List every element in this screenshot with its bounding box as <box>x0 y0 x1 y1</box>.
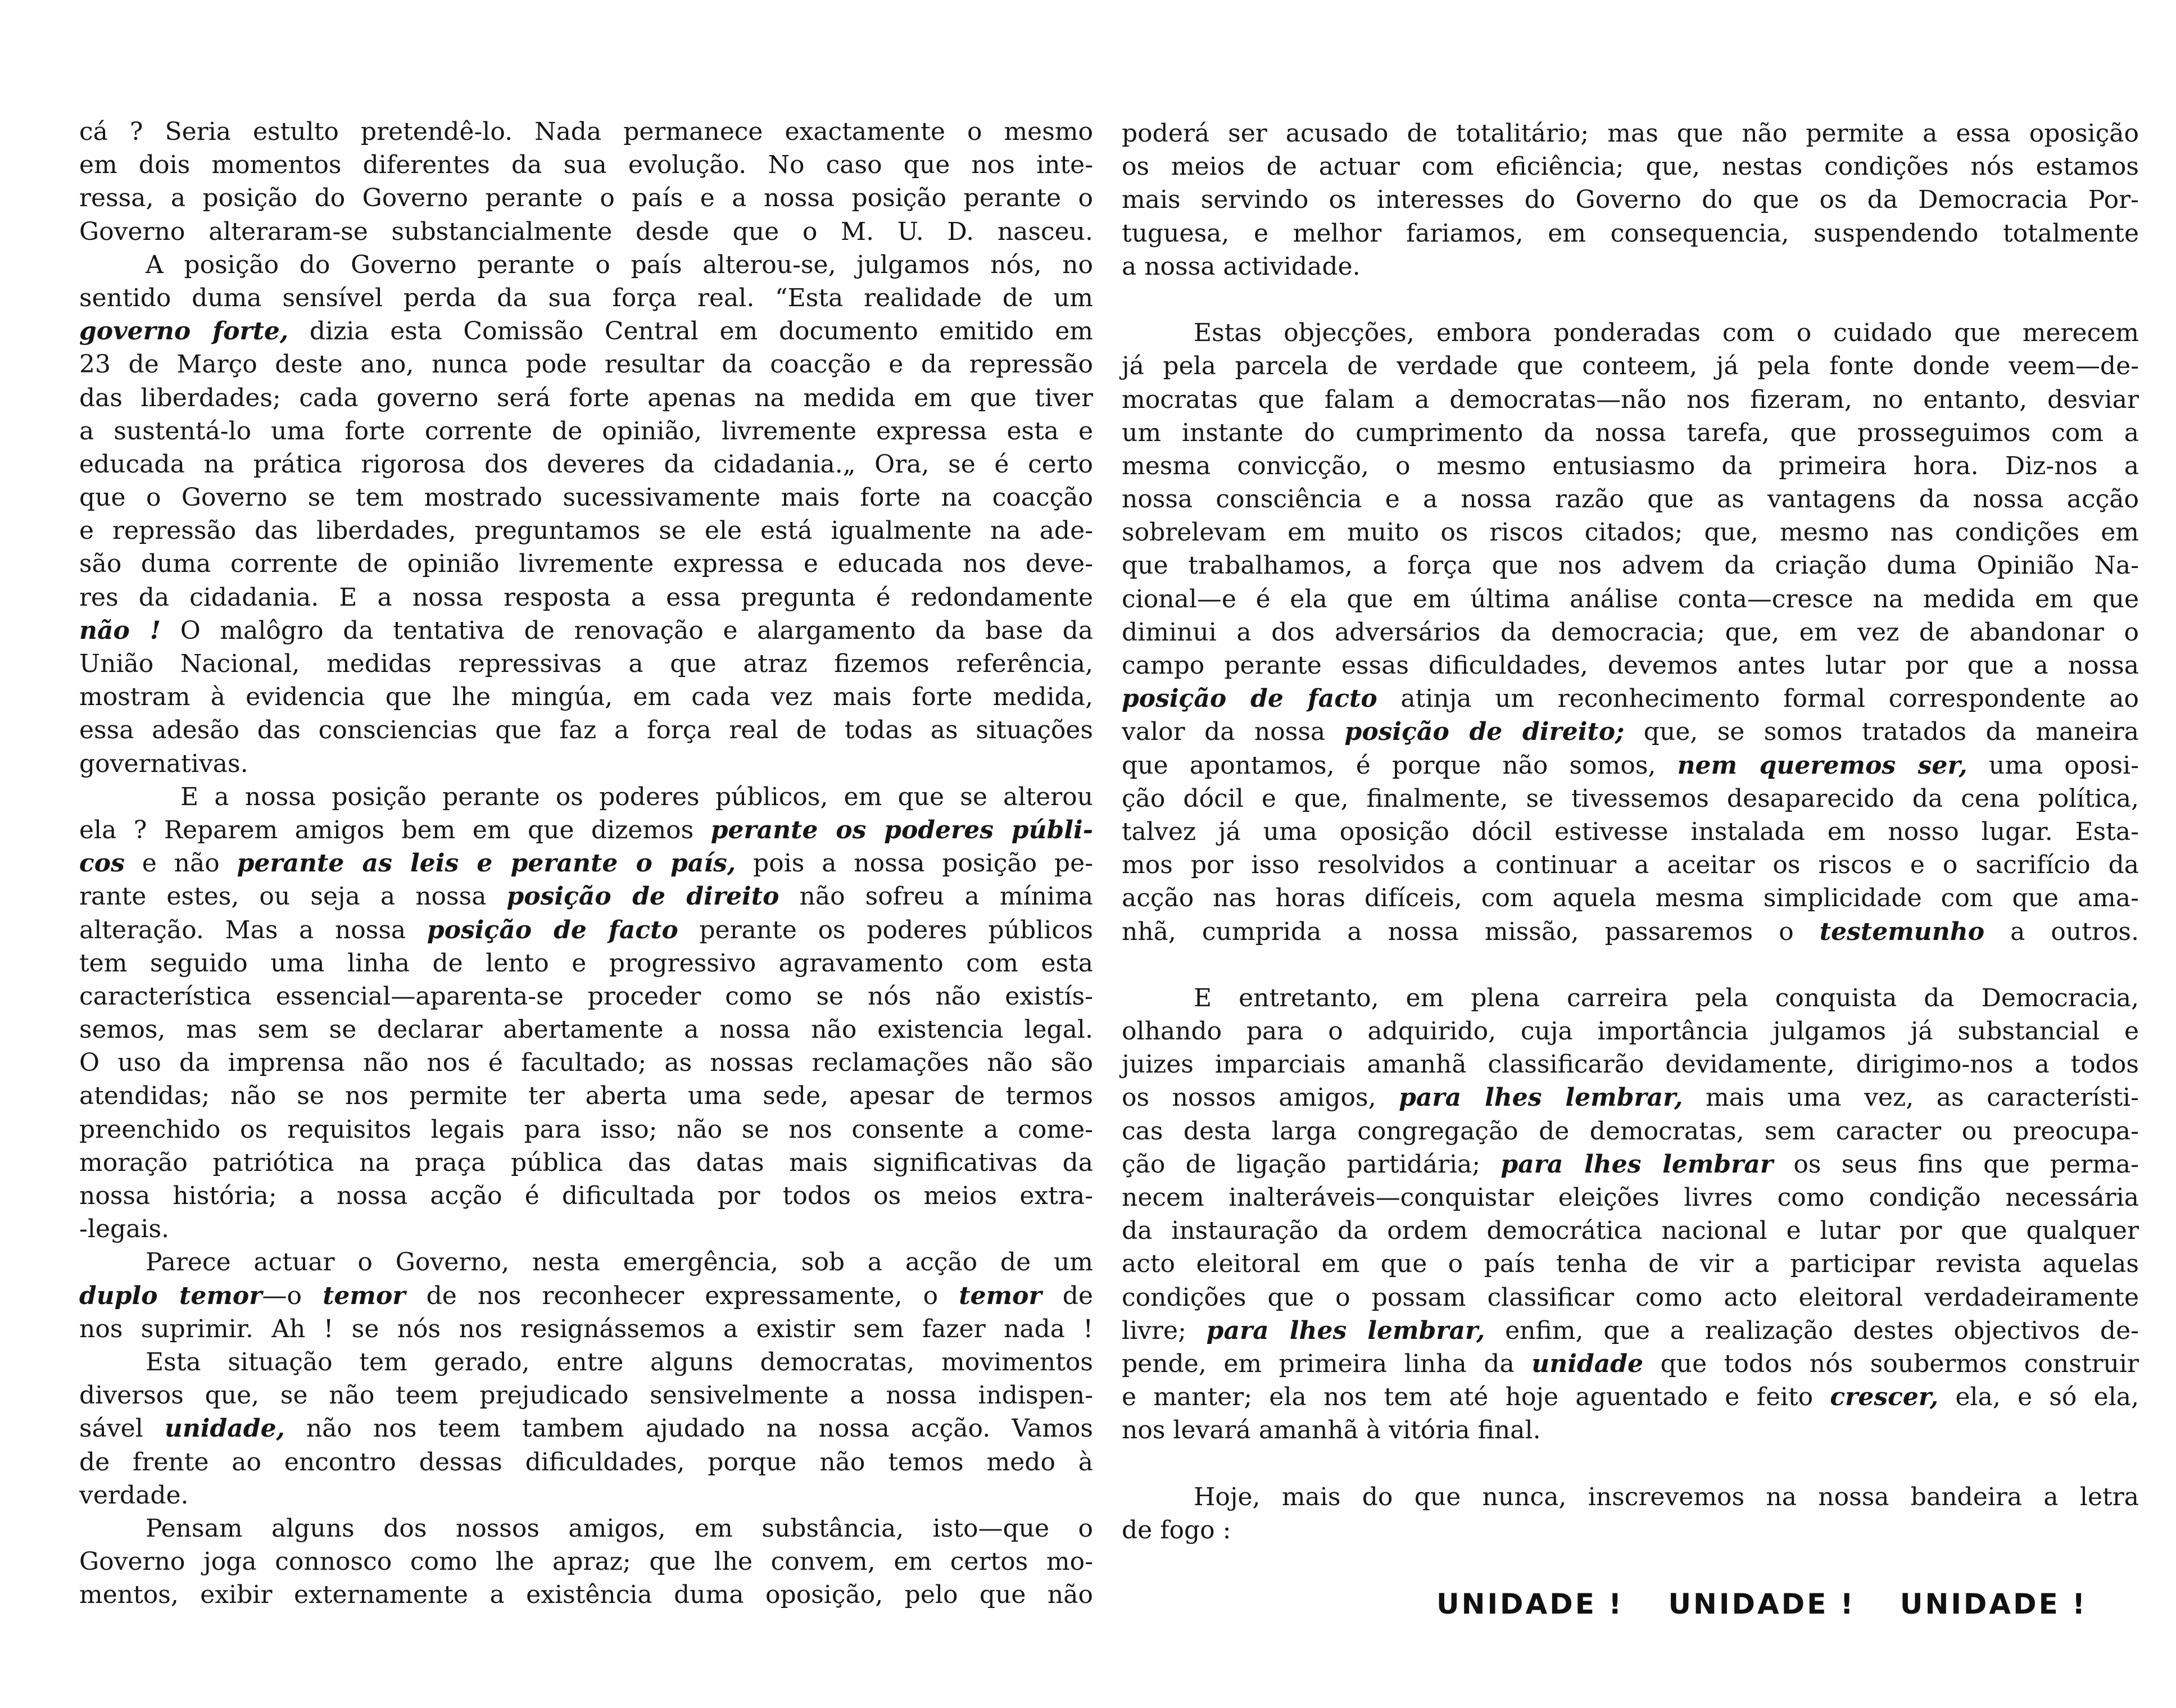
text-run: valor da nossa <box>1122 717 1345 747</box>
text-line: talvez já uma oposição dócil estivesse instalada em nosso lugar. Esta- <box>1122 817 2139 846</box>
text-line: -legais. <box>79 1215 170 1244</box>
text-line: mentos, exibir externamente a existência duma oposição, pelo que não <box>79 1580 1093 1610</box>
text-line: cional—e é ela que em última análise conta—cresce na medida em que <box>1122 584 2139 614</box>
text-line: olhando para o adquirido, cuja importância julgamos já substancial e <box>1122 1017 2139 1046</box>
emphasized-text: para lhes lembrar <box>1500 1150 1774 1179</box>
text-line: mais servindo os interesses do Governo do que os da Democracia Por- <box>1122 185 2139 215</box>
paragraph <box>1122 1480 2139 1547</box>
text-run: que apontamos, é porque não somos, <box>1122 751 1678 780</box>
text-line: nos levará amanhã à vitória final. <box>1122 1416 1541 1445</box>
text-line: semos, mas sem se declarar abertamente a nossa não existencia legal. <box>79 1015 1093 1044</box>
paragraph <box>79 1246 1093 1346</box>
closing-slogan <box>1436 1588 2087 1621</box>
text-line: campo perante essas dificuldades, devemos antes lutar por que a nossa <box>1122 651 2139 680</box>
text-line: diminui a dos adversários da democracia; que, em vez de abandonar o <box>1122 617 2139 647</box>
text-line: os meios de actuar com eficiência; que, nestas condições nós estamos <box>1122 152 2139 181</box>
text-line: moração patriótica na praça pública das datas mais significativas da <box>79 1148 1093 1177</box>
text-run: mais uma vez, as característi- <box>1683 1083 2139 1112</box>
emphasized-text: posição de facto <box>1122 684 1377 714</box>
text-line: necem inalteráveis—conquistar eleições livres como condição necessária <box>1122 1183 2139 1212</box>
paragraph <box>79 1512 1093 1612</box>
emphasized-text: perante as leis e perante o país, <box>237 849 736 878</box>
emphasized-text: temor <box>959 1281 1042 1310</box>
text-line: verdade. <box>79 1480 189 1510</box>
text-run: sável <box>79 1414 165 1443</box>
text-run: alteração. Mas a nossa <box>79 915 427 944</box>
emphasized-text: temor <box>323 1281 406 1310</box>
emphasized-text: para lhes lembrar, <box>1206 1316 1485 1345</box>
text-line <box>79 1412 1093 1445</box>
text-line <box>79 880 1093 913</box>
text-line <box>1122 682 2139 715</box>
text-run: a outros. <box>1984 917 2139 946</box>
text-line: a nossa actividade. <box>1122 252 1361 281</box>
text-line: e repressão das liberdades, preguntamos se ele está igualmente na ade- <box>79 516 1093 546</box>
text-line <box>1122 1148 2139 1181</box>
text-line: A posição do Governo perante o país alterou-se, julgamos nós, no <box>146 250 1093 279</box>
text-line: característica essencial—aparenta-se proceder como se nós não existís- <box>79 982 1093 1011</box>
text-line: 23 de Março deste ano, nunca pode resultar da coacção e da repressão <box>79 350 1093 379</box>
text-run: atinja um reconhecimento formal correspondente ao <box>1377 684 2139 714</box>
text-line: União Nacional, medidas repressivas a que atraz fizemos referência, <box>79 649 1093 678</box>
text-line: das liberdades; cada governo será forte apenas na medida em que tiver <box>79 383 1093 412</box>
text-run: de <box>1041 1281 1094 1310</box>
text-line: governativas. <box>79 749 248 778</box>
text-line: E entretanto, em plena carreira pela conquista da Democracia, <box>1194 983 2139 1012</box>
text-run: que todos nós soubermos construir <box>1643 1349 2139 1378</box>
right-column <box>1122 117 2139 1547</box>
text-line: mesma convicção, o mesmo entusiasmo da primeira hora. Diz-nos a <box>1122 451 2139 480</box>
text-line: da instauração da ordem democrática nacional e lutar por que qualquer <box>1122 1216 2139 1246</box>
text-line: nos suprimir. Ah ! se nós nos resignássemos a existir sem fazer nada ! <box>79 1314 1093 1343</box>
text-run: pende, em primeira linha da <box>1122 1349 1532 1378</box>
text-line <box>79 614 1093 647</box>
slogan-word: UNIDADE ! <box>1668 1588 1856 1620</box>
text-run: e não <box>124 849 237 878</box>
text-run: livre; <box>1122 1316 1207 1345</box>
text-line: nossa história; a nossa acção é dificultada por todos os meios extra- <box>79 1182 1093 1210</box>
emphasized-text: nem queremos ser, <box>1677 751 1968 780</box>
text-line: de frente ao encontro dessas dificuldades, porque não temos medo à <box>79 1447 1093 1477</box>
text-line: Esta situação tem gerado, entre alguns democratas, movimentos <box>146 1347 1093 1377</box>
text-run: nhã, cumprida a nossa missão, passaremos o <box>1122 917 1820 946</box>
text-line: sentido duma sensível perda da sua força real. “Esta realidade de um <box>79 283 1093 312</box>
text-line: ção dócil e que, finalmente, se tivessemos desaparecido da cena política, <box>1122 784 2139 813</box>
text-line <box>79 847 1093 880</box>
emphasized-text: não ! <box>79 616 161 645</box>
emphasized-text: governo forte, <box>79 317 289 346</box>
text-line <box>79 315 1093 348</box>
text-run: perante os poderes públicos <box>678 915 1093 944</box>
text-run: rante estes, ou seja a nossa <box>79 882 507 911</box>
emphasized-text: perante os poderes públi- <box>710 815 1094 844</box>
text-line <box>1122 1380 2139 1414</box>
text-line: tem seguido uma linha de lento e progressivo agravamento com esta <box>79 948 1093 978</box>
emphasized-text: posição de facto <box>427 915 678 944</box>
text-line <box>1122 1081 2139 1114</box>
text-line <box>1122 715 2139 748</box>
emphasized-text: unidade, <box>164 1414 285 1443</box>
text-line: Hoje, mais do que nunca, inscrevemos na nossa bandeira a letra <box>1194 1482 2139 1511</box>
text-run: de nos reconhecer expressamente, o <box>405 1281 959 1310</box>
text-line: mocratas que falam a democratas—não nos fizeram, no entanto, desviar <box>1122 385 2139 414</box>
text-line: cá ? Seria estulto pretendê-lo. Nada permanece exactamente o mesmo <box>79 117 1093 146</box>
slogan-word: UNIDADE ! <box>1900 1588 2087 1620</box>
emphasized-text: posição de direito; <box>1344 717 1625 747</box>
paragraph <box>79 115 1093 248</box>
text-line: Parece actuar o Governo, nesta emergência, sob a acção de um <box>146 1248 1093 1277</box>
text-line <box>1122 1314 2139 1347</box>
emphasized-text: posição de direito <box>506 882 779 911</box>
text-line: a sustentá-lo uma forte corrente de opinião, livremente expressa esta e <box>79 416 1093 446</box>
text-run: ela, e só ela, <box>1938 1383 2139 1412</box>
emphasized-text: para lhes lembrar, <box>1399 1083 1683 1112</box>
text-line: sobrelevam em muito os riscos citados; que, mesmo nas condições em <box>1122 518 2139 547</box>
text-line: preenchido os requisitos legais para isso; não se nos consente a come- <box>79 1115 1093 1144</box>
emphasized-text: unidade <box>1531 1349 1644 1378</box>
paragraph <box>79 780 1093 1246</box>
text-line: já pela parcela de verdade que conteem, já pela fonte donde veem—de- <box>1122 352 2139 381</box>
slogan-word: UNIDADE ! <box>1436 1588 1624 1620</box>
text-run: dizia esta Comissão Central em documento emitido em <box>288 317 1093 346</box>
text-line: juizes imparciais amanhã classificarão devidamente, dirigimo-nos a todos <box>1122 1050 2139 1079</box>
text-line: em dois momentos diferentes da sua evolução. No caso que nos inte- <box>79 151 1093 180</box>
text-run: —o <box>262 1281 323 1310</box>
text-run: e manter; ela nos tem até hoje aguentado e feito <box>1122 1383 1830 1412</box>
emphasized-text: cos <box>79 849 125 878</box>
text-line: de fogo : <box>1122 1515 1231 1545</box>
text-run: os seus fins que perma- <box>1773 1150 2139 1179</box>
text-line: diversos que, se não teem prejudicado sensivelmente a nossa indispen- <box>79 1381 1093 1410</box>
text-line: mostram à evidencia que lhe mingúa, em cada vez mais forte medida, <box>79 683 1093 712</box>
paragraph <box>79 1346 1093 1512</box>
paragraph <box>1122 982 2139 1447</box>
text-line: res da cidadania. E a nossa resposta a essa pregunta é redondamente <box>79 583 1093 612</box>
text-line: Pensam alguns dos nossos amigos, em substância, isto—que o <box>146 1514 1093 1543</box>
text-line: poderá ser acusado de totalitário; mas que não permite a essa oposição <box>1122 119 2139 148</box>
emphasized-text: crescer, <box>1830 1383 1939 1412</box>
text-line: mos por isso resolvidos a continuar a aceitar os riscos e o sacrifício da <box>1122 851 2139 880</box>
text-line: atendidas; não se nos permite ter aberta uma sede, apesar de termos <box>79 1082 1093 1111</box>
text-line <box>79 914 1093 947</box>
text-line: E a nossa posição perante os poderes públicos, em que se alterou <box>180 782 1093 811</box>
emphasized-text: testemunho <box>1819 917 1985 946</box>
text-line: condições que o possam classificar como acto eleitoral verdadeiramente <box>1122 1283 2139 1312</box>
text-line: que o Governo se tem mostrado sucessivamente mais forte na coacção <box>79 483 1093 512</box>
text-line: tuguesa, e melhor fariamos, em consequencia, suspendendo totalmente <box>1122 219 2139 248</box>
text-line: um instante do cumprimento da nossa tarefa, que prosseguimos com a <box>1122 418 2139 447</box>
text-line: Governo alteraram-se substancialmente desde que o M. U. D. nasceu. <box>79 217 1093 246</box>
text-line: Estas objecções, embora ponderadas com o cuidado que merecem <box>1194 319 2139 348</box>
text-run: O malôgro da tentativa de renovação e alargamento da base da <box>161 616 1093 645</box>
text-run: não nos teem tambem ajudado na nossa acção. Vamos <box>284 1414 1093 1443</box>
text-line: acto eleitoral em que o país tenha de vir a participar revista aquelas <box>1122 1250 2139 1279</box>
text-run: ela ? Reparem amigos bem em que dizemos <box>79 815 711 844</box>
paragraph <box>79 248 1093 780</box>
text-line <box>79 814 1093 847</box>
text-line: nossa consciência e a nossa razão que as vantagens da nossa acção <box>1122 485 2139 514</box>
text-line: O uso da imprensa não nos é facultado; as nossas reclamações não são <box>79 1048 1093 1078</box>
text-run: que, se somos tratados da maneira <box>1624 717 2139 747</box>
text-run: pois a nossa posição pe- <box>736 849 1093 878</box>
text-line: essa adesão das consciencias que faz a força real de todas as situações <box>79 716 1093 745</box>
text-run: os nossos amigos, <box>1122 1083 1399 1112</box>
text-line <box>79 1279 1093 1312</box>
left-column <box>79 115 1093 1611</box>
text-run: ção de ligação partidária; <box>1122 1150 1501 1179</box>
text-line: Governo joga connosco como lhe apraz; que lhe convem, em certos mo- <box>79 1547 1093 1577</box>
text-line: são duma corrente de opinião livremente expressa e educada nos deve- <box>79 549 1093 579</box>
text-line <box>1122 1347 2139 1380</box>
text-line: educada na prática rigorosa dos deveres da cidadania.„ Ora, se é certo <box>79 449 1093 479</box>
text-line <box>1122 749 2139 782</box>
text-line: que trabalhamos, a força que nos advem da criação duma Opinião Na- <box>1122 551 2139 580</box>
text-run: uma oposi- <box>1967 751 2139 780</box>
text-line: ressa, a posição do Governo perante o país e a nossa posição perante o <box>79 184 1093 213</box>
text-line <box>1122 915 2139 948</box>
text-run: não sofreu a mínima <box>779 882 1093 911</box>
text-run: enfim, que a realização destes objectivos de- <box>1485 1316 2139 1345</box>
text-line: acção nas horas difíceis, com aquela mesma simplicidade com que ama- <box>1122 884 2139 913</box>
emphasized-text: duplo temor <box>79 1281 262 1310</box>
paragraph <box>1122 117 2139 283</box>
text-line: cas desta larga congregação de democratas, sem caracter ou preocupa- <box>1122 1116 2139 1146</box>
paragraph <box>1122 316 2139 948</box>
